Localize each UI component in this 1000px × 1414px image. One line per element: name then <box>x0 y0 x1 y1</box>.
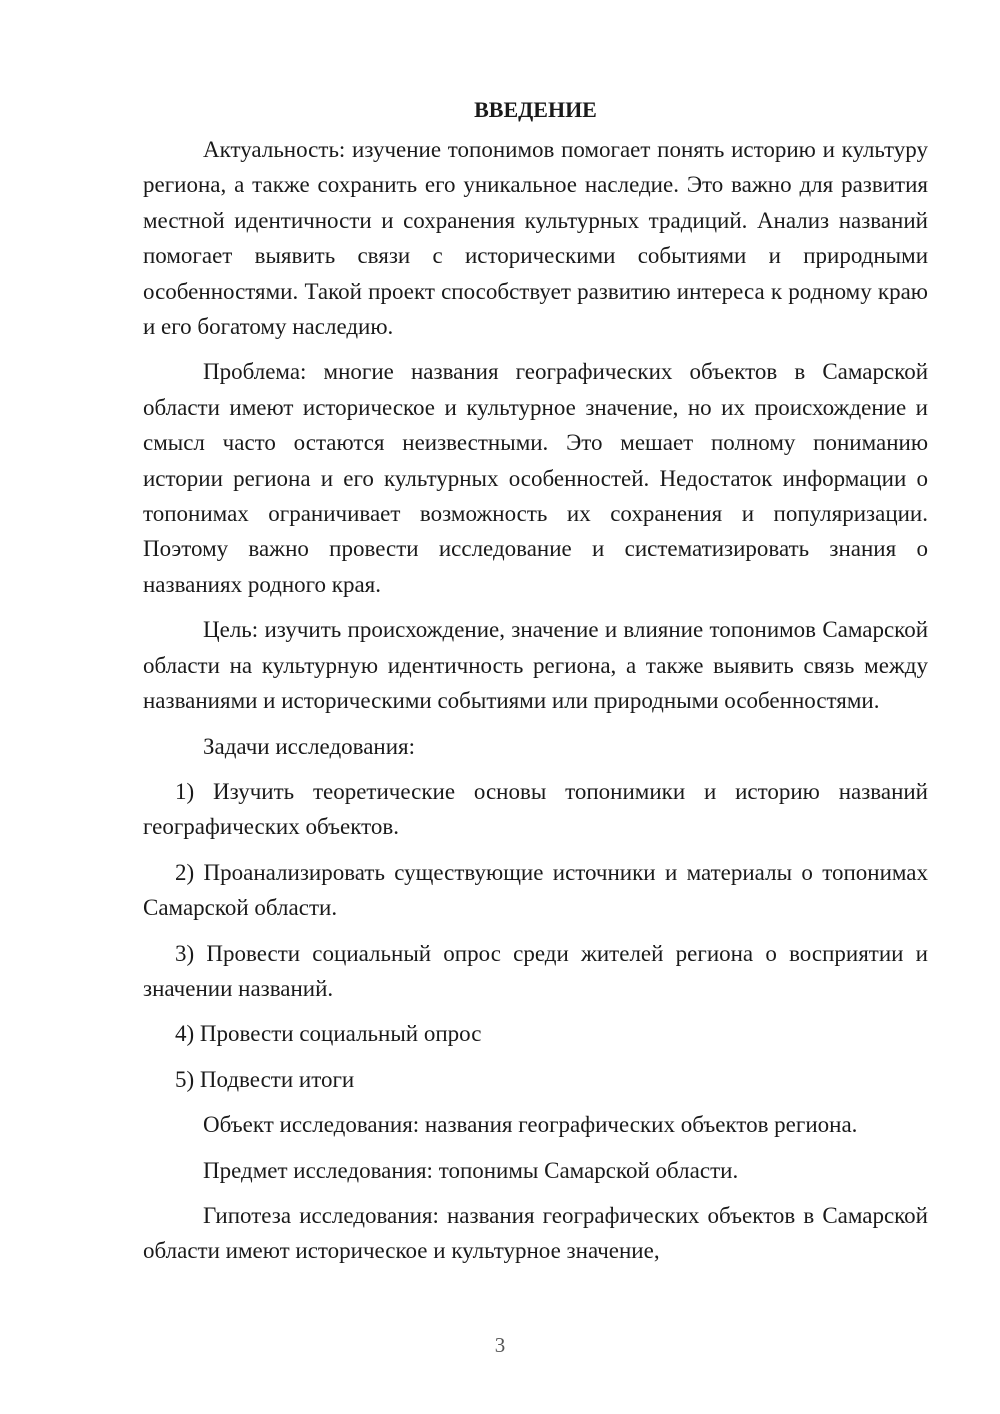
paragraph-subject: Предмет исследования: топонимы Самарской области. <box>203 1157 739 1183</box>
tasks-heading: Задачи исследования: <box>203 733 416 759</box>
task-item-5: 5) Подвести итоги <box>175 1066 355 1092</box>
page-number: 3 <box>494 1333 506 1357</box>
section-title: ВВЕДЕНИЕ <box>474 97 597 122</box>
paragraph-hypothesis: Гипотеза исследования: названия географических объектов в Самарской области имеют историческое и культурное значение, <box>143 1202 928 1264</box>
task-item-1: 1) Изучить теоретические основы топонимики и историю названий географических объектов. <box>143 778 928 840</box>
task-item-4: 4) Провести социальный опрос <box>175 1021 482 1047</box>
paragraph-problem: Проблема: многие названия географических объектов в Самарской области имеют историческое и культурное значение, но их происхождение и смысл часто остаются неизвестными. Это мешает полному пониманию истории региона и его культурных особенностей. Недостаток информации о топонимах ограничивает возможность их сохранения и популяризации. Поэтому важно провести исследование и систематизировать знания о названиях родного края. <box>143 359 928 597</box>
paragraph-relevance: Актуальность: изучение топонимов помогает понять историю и культуру региона, а также сохранить его уникальное наследие. Это важно для развития местной идентичности и сохранения культурных традиций. Анализ названий помогает выявить связи с историческими событиями и природными особенностями. Такой проект способствует развитию интереса к родному краю и его богатому наследию. <box>143 137 928 340</box>
paragraph-object: Объект исследования: названия географических объектов региона. <box>203 1112 858 1138</box>
task-item-2: 2) Проанализировать существующие источники и материалы о топонимах Самарской области. <box>143 859 928 921</box>
document-page <box>143 92 928 1279</box>
paragraph-goal: Цель: изучить происхождение, значение и влияние топонимов Самарской области на культурную идентичность региона, а также выявить связь между названиями и историческими событиями или природными особенностями. <box>143 617 928 714</box>
task-item-3: 3) Провести социальный опрос среди жителей региона о восприятии и значении названий. <box>143 940 928 1001</box>
